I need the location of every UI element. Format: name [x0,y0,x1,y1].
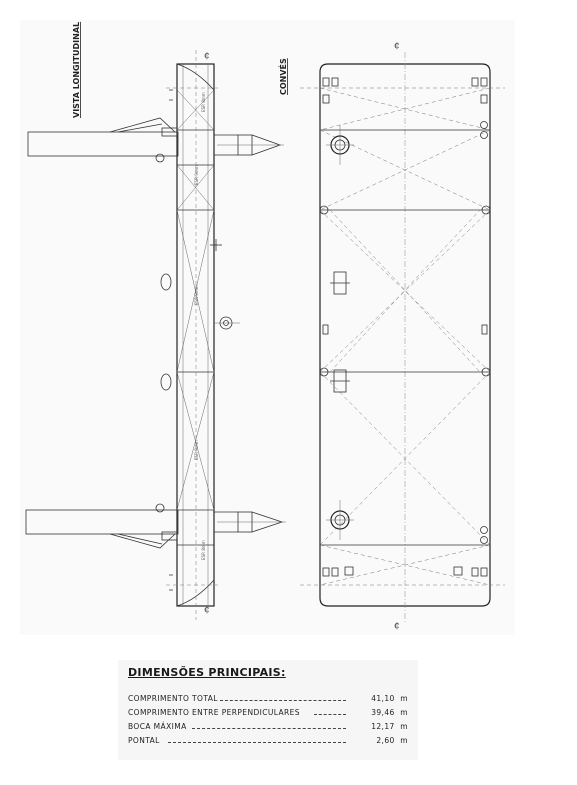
svg-text:ESP. 9mm: ESP. 9mm [194,285,199,305]
dimension-value: 39,46 [371,708,395,717]
dimension-unit: m [400,736,408,745]
svg-text:ESP. 9mm: ESP. 9mm [194,440,199,460]
dimension-label: BOCA MÁXIMA [128,722,187,731]
dimension-row [128,722,408,735]
svg-text:¢: ¢ [394,41,400,51]
dimension-label: PONTAL [128,736,160,745]
dimension-row [128,736,408,749]
svg-text:ESP. 8mm: ESP. 8mm [201,92,206,112]
main-dimensions-panel [118,660,418,760]
dimension-unit: m [400,722,408,731]
svg-text:ESP. 8mm: ESP. 8mm [201,540,206,560]
dimension-label: COMPRIMENTO TOTAL [128,694,218,703]
longitudinal-view-title: VISTA LONGITUDINAL [72,21,81,118]
svg-text:¢: ¢ [394,621,400,631]
dimension-row [128,694,408,707]
dimension-unit: m [400,694,408,703]
dimension-value: 12,17 [371,722,395,731]
dimension-unit: m [400,708,408,717]
svg-text:ESP. 9mm: ESP. 9mm [194,165,199,185]
drawing-sheet [20,20,515,635]
svg-text:¢: ¢ [204,51,210,61]
dimension-label: COMPRIMENTO ENTRE PERPENDICULARES [128,708,300,717]
dimension-value: 2,60 [376,736,395,745]
deck-view-title: CONVÉS [279,58,288,95]
dimension-row [128,708,408,721]
main-dimensions-title: DIMENSÕES PRINCIPAIS: [128,666,286,679]
dimension-value: 41,10 [371,694,395,703]
svg-text:¢: ¢ [204,605,210,615]
